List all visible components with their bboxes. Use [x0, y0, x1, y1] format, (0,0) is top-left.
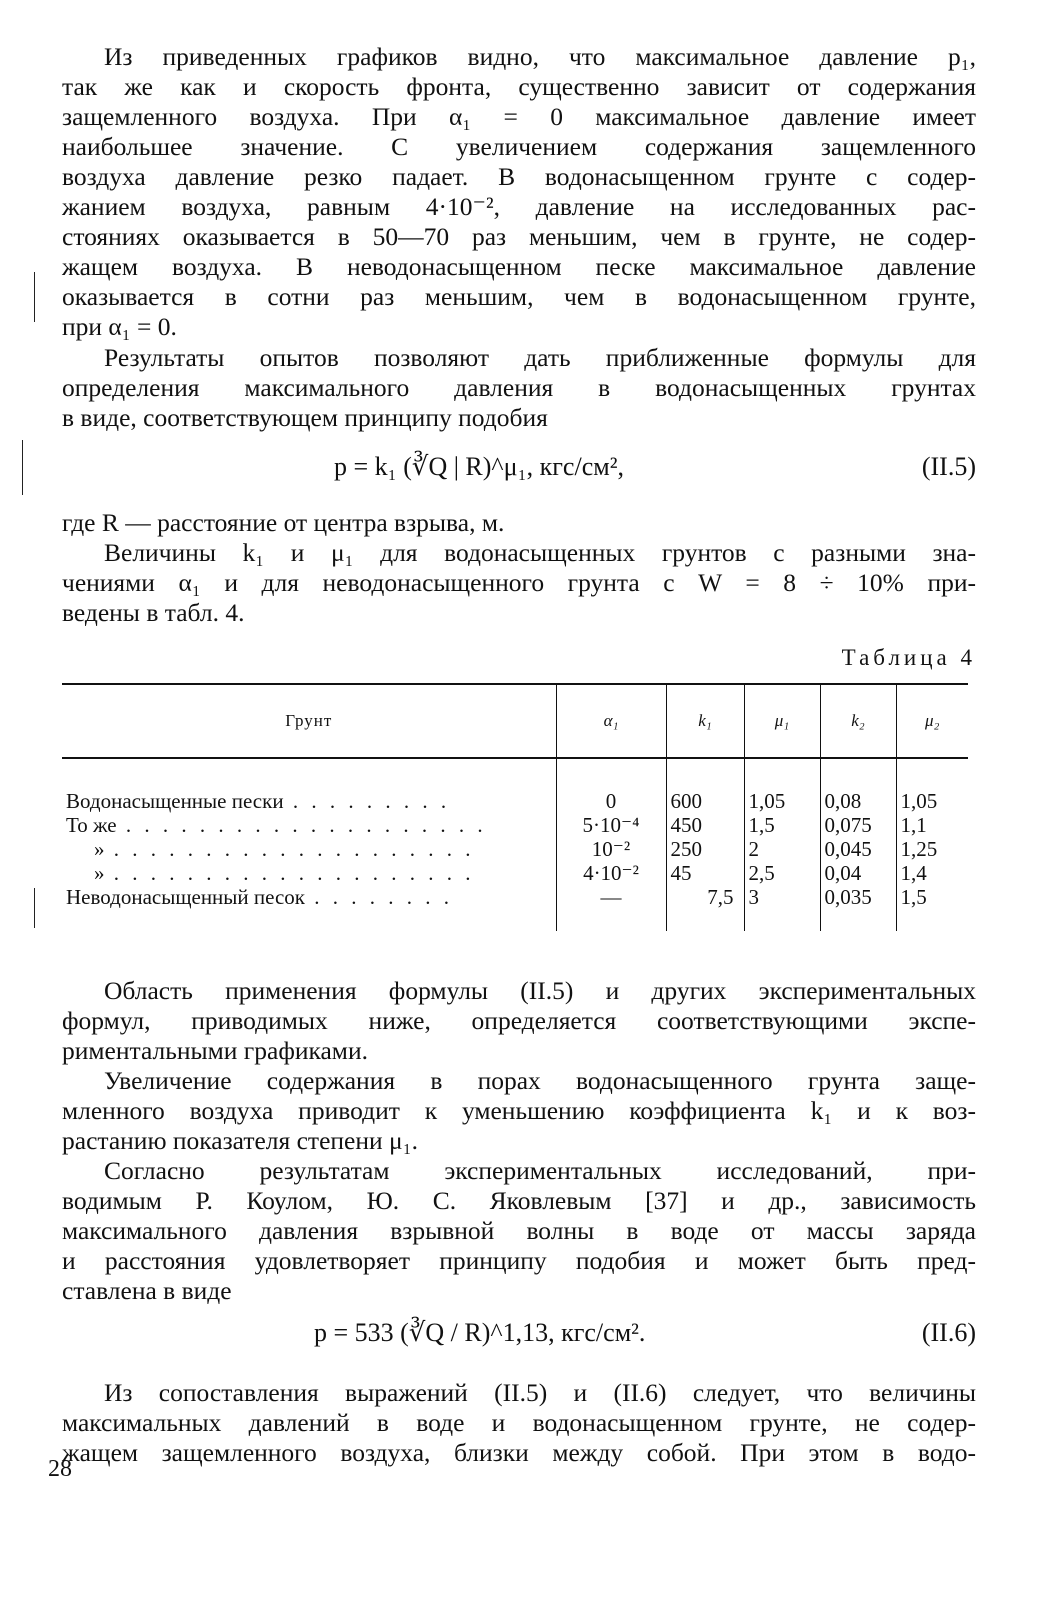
cell-soil: То же . . . . . . . . . . . . . . . . . . . .	[66, 813, 487, 837]
table-header-row	[62, 684, 968, 758]
paragraph-6	[62, 1066, 976, 1156]
paragraph-1	[62, 42, 976, 342]
text-line: Результаты опытов позволяют дать приближенные формулы для	[104, 343, 976, 372]
cell-soil: » . . . . . . . . . . . . . . . . . . . .	[62, 837, 556, 861]
cell-k1: 450	[666, 813, 744, 837]
text-line: при α₁ = 0.	[62, 312, 177, 341]
cell-k1: 600	[666, 758, 744, 813]
text-line: растанию показателя степени μ₁.	[62, 1126, 418, 1155]
column-header-k2: k₂	[820, 684, 896, 758]
paragraph-8	[62, 1378, 976, 1468]
text-line: Величины k₁ и μ₁ для водонасыщенных грунтов с разными зна-	[104, 538, 976, 567]
margin-mark	[22, 440, 23, 495]
cell-k1: 7,5	[666, 885, 744, 931]
cell-soil-text: »	[94, 861, 105, 885]
formula-ii-5: p = k₁ (∛Q | R)^μ₁, кгс/см²,	[334, 452, 624, 481]
cell-soil: Водонасыщенные пески . . . . . . . . .	[66, 789, 451, 813]
table-row	[62, 813, 968, 837]
formula-ii-6: p = 533 (∛Q / R)^1,13, кгс/см².	[314, 1318, 646, 1347]
text-line: Из сопоставления выражений (II.5) и (II.6) следует, что величины	[104, 1378, 976, 1407]
column-header-alpha1: α₁	[556, 684, 666, 758]
text-line: ведены в табл. 4.	[62, 598, 245, 627]
table-caption: Таблица 4	[841, 645, 976, 670]
cell-alpha1: 4·10⁻²	[556, 861, 666, 885]
text-line: Область применения формулы (II.5) и других экспериментальных	[104, 976, 976, 1005]
table-row	[62, 758, 968, 813]
cell-mu2: 1,25	[896, 837, 968, 861]
cell-mu1: 1,5	[744, 813, 820, 837]
column-header-mu2: μ₂	[896, 684, 968, 758]
text-line: жащем защемленного воздуха, близки между собой. При этом в водо-	[62, 1438, 976, 1467]
paragraph-4	[62, 538, 976, 628]
text-line: стояниях оказывается в 50—70 раз меньшим, чем в грунте, не содер-	[62, 222, 976, 251]
text-line: воздуха давление резко падает. В водонасыщенном грунте с содер-	[62, 162, 976, 191]
cell-mu2: 1,05	[896, 758, 968, 813]
text-line: максимальных давлений в воде и водонасыщенном грунте, не содер-	[62, 1408, 976, 1437]
cell-soil-text: То же	[66, 813, 117, 837]
text-line: в виде, соответствующем принципу подобия	[62, 403, 548, 432]
text-line: Увеличение содержания в порах водонасыщенного грунта заще-	[104, 1066, 976, 1095]
text-line: определения максимального давления в водонасыщенных грунтах	[62, 373, 976, 402]
text-line: ставлена в виде	[62, 1276, 232, 1305]
text-line: Согласно результатам экспериментальных исследований, при-	[104, 1156, 976, 1185]
cell-mu2: 1,1	[896, 813, 968, 837]
cell-mu1: 3	[744, 885, 820, 931]
column-header-soil: Грунт	[62, 684, 556, 758]
text-line: жанием воздуха, равным 4·10⁻², давление на исследованных рас-	[62, 192, 976, 221]
cell-k2: 0,045	[820, 837, 896, 861]
cell-soil: » . . . . . . . . . . . . . . . . . . . .	[62, 861, 556, 885]
paragraph-5	[62, 976, 976, 1066]
text-line: оказывается в сотни раз меньшим, чем в водонасыщенном грунте,	[62, 282, 976, 311]
table-row	[62, 837, 968, 861]
page-number: 28	[48, 1456, 72, 1482]
cell-soil: Неводонасыщенный песок . . . . . . . .	[66, 885, 453, 909]
formula-ii-6-number: (II.6)	[921, 1318, 976, 1347]
margin-mark	[34, 888, 35, 928]
text-line: так же как и скорость фронта, существенно зависит от содержания	[62, 72, 976, 101]
table-4	[62, 683, 968, 931]
paragraph-3	[62, 508, 976, 538]
cell-k2: 0,075	[820, 813, 896, 837]
cell-k2: 0,04	[820, 861, 896, 885]
text-line: водимым Р. Коулом, Ю. С. Яковлевым [37] и др., зависимость	[62, 1186, 976, 1215]
cell-alpha1: 0	[556, 758, 666, 813]
cell-k2: 0,08	[820, 758, 896, 813]
table-row	[62, 885, 968, 931]
text-line: и расстояния удовлетворяет принципу подобия и может быть пред-	[62, 1246, 976, 1275]
cell-soil-text: Водонасыщенные пески	[66, 789, 284, 813]
text-line: риментальными графиками.	[62, 1036, 368, 1065]
paragraph-2	[62, 343, 976, 433]
cell-alpha1: 10⁻²	[556, 837, 666, 861]
text-line: где R — расстояние от центра взрыва, м.	[62, 508, 505, 537]
cell-mu2: 1,4	[896, 861, 968, 885]
cell-k1: 250	[666, 837, 744, 861]
cell-mu2: 1,5	[896, 885, 968, 931]
margin-mark	[34, 272, 35, 322]
text-line: мленного воздуха приводит к уменьшению коэффициента k₁ и к воз-	[62, 1096, 976, 1125]
cell-mu1: 2,5	[744, 861, 820, 885]
text-line: защемленного воздуха. При α₁ = 0 максимальное давление имеет	[62, 102, 976, 131]
text-line: наибольшее значение. С увеличением содержания защемленного	[62, 132, 976, 161]
text-line: жащем воздуха. В неводонасыщенном песке максимальное давление	[62, 252, 976, 281]
cell-alpha1: —	[556, 885, 666, 931]
cell-soil-text: Неводонасыщенный песок	[66, 885, 305, 909]
text-line: Из приведенных графиков видно, что максимальное давление p₁,	[104, 42, 976, 71]
column-header-k1: k₁	[666, 684, 744, 758]
cell-alpha1: 5·10⁻⁴	[556, 813, 666, 837]
formula-ii-5-number: (II.5)	[921, 452, 976, 481]
paragraph-7	[62, 1156, 976, 1306]
cell-soil-text: »	[94, 837, 105, 861]
cell-mu1: 2	[744, 837, 820, 861]
cell-mu1: 1,05	[744, 758, 820, 813]
text-line: чениями α₁ и для неводонасыщенного грунта с W = 8 ÷ 10% при-	[62, 568, 976, 597]
text-line: максимального давления взрывной волны в воде от массы заряда	[62, 1216, 976, 1245]
table-row	[62, 861, 968, 885]
text-line: формул, приводимых ниже, определяется соответствующими экспе-	[62, 1006, 976, 1035]
cell-k2: 0,035	[820, 885, 896, 931]
cell-k1: 45	[666, 861, 744, 885]
column-header-mu1: μ₁	[744, 684, 820, 758]
